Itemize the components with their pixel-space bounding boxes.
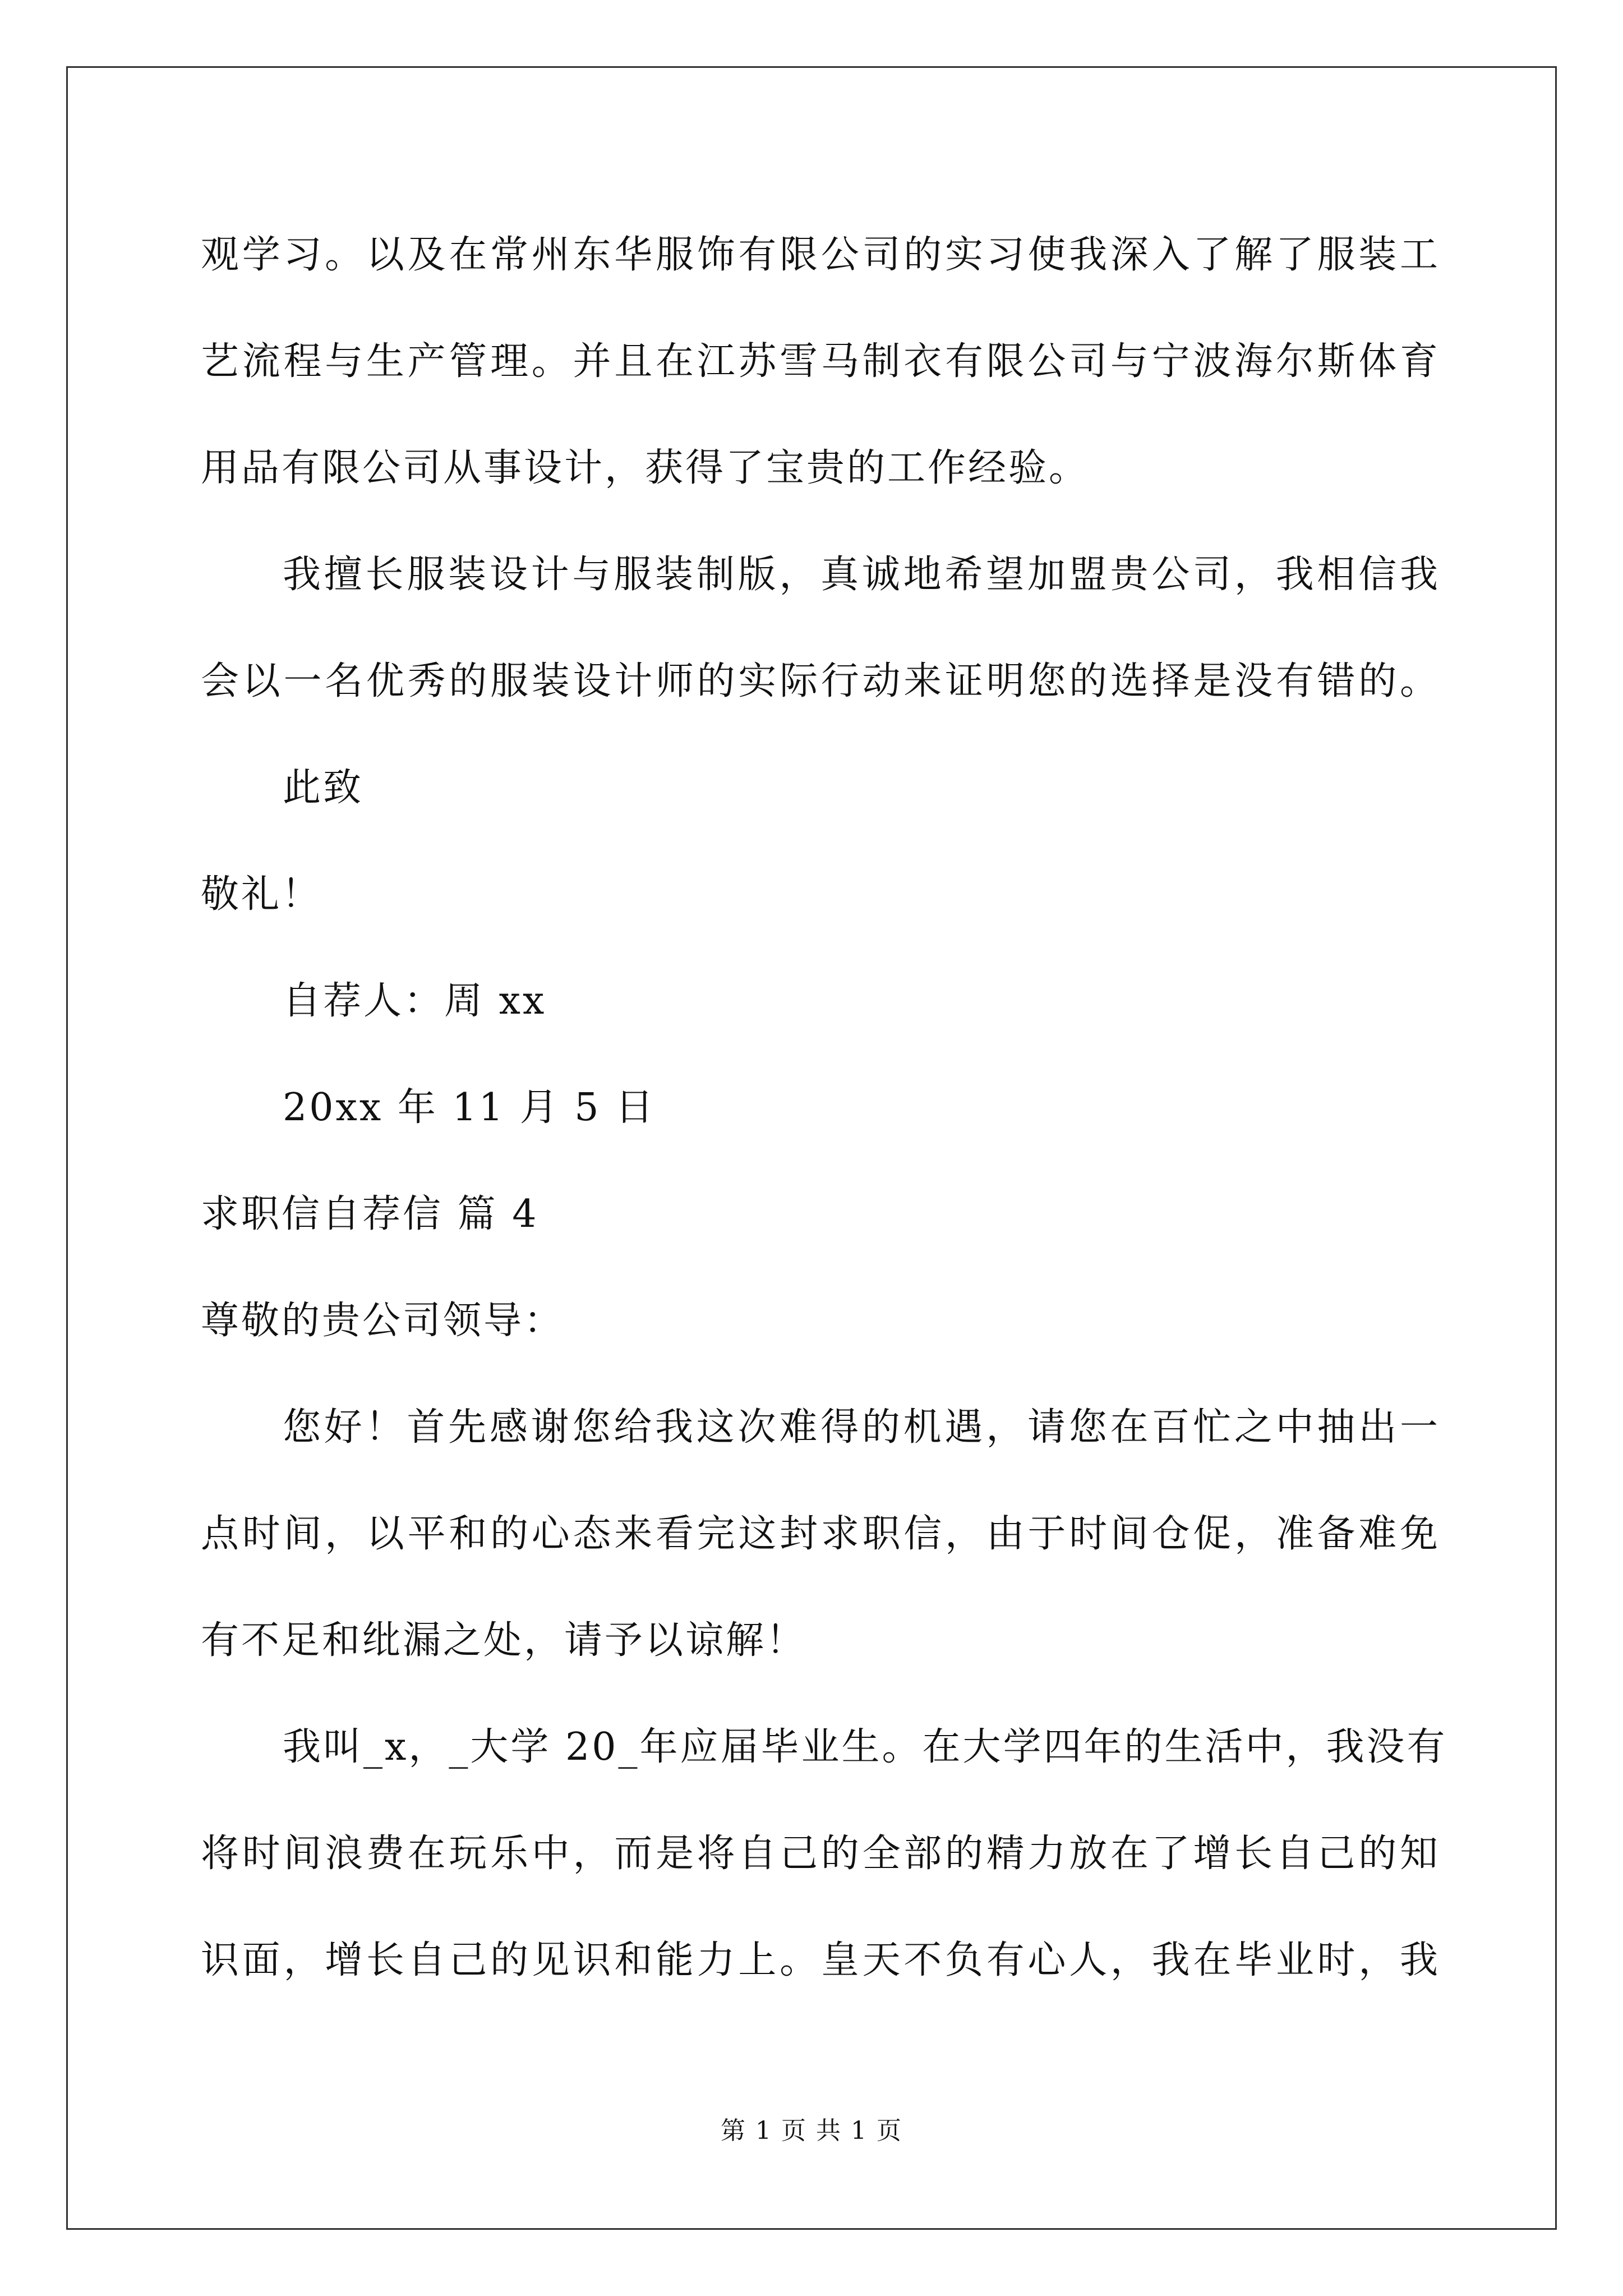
closing-salutation: 此致 [283, 766, 364, 810]
paragraph-line: 我叫_x，_大学 20_年应届毕业生。在大学四年的生活中，我没有 [283, 1725, 1447, 1769]
signature: 自荐人：周 xx [283, 979, 547, 1023]
section-heading: 求职信自荐信 篇 4 [201, 1192, 539, 1236]
paragraph-line: 用品有限公司从事设计，获得了宝贵的工作经验。 [201, 446, 1090, 490]
paragraph-line: 点时间，以平和的心态来看完这封求职信，由于时间仓促，准备难免 [201, 1512, 1440, 1556]
paragraph-line: 艺流程与生产管理。并且在江苏雪马制衣有限公司与宁波海尔斯体育 [201, 339, 1440, 384]
page-footer: 第 1 页 共 1 页 [721, 2116, 902, 2145]
paragraph-line: 识面，增长自己的见识和能力上。皇天不负有心人，我在毕业时，我 [201, 1938, 1440, 1982]
paragraph-line: 您好！首先感谢您给我这次难得的机遇，请您在百忙之中抽出一 [283, 1405, 1440, 1450]
document-body [201, 202, 1447, 2014]
paragraph-line: 我擅长服装设计与服装制版，真诚地希望加盟贵公司，我相信我 [283, 553, 1440, 597]
closing-regards: 敬礼！ [201, 872, 322, 917]
letter-date: 20xx 年 11 月 5 日 [283, 1085, 656, 1130]
paragraph-line: 将时间浪费在玩乐中，而是将自己的全部的精力放在了增长自己的知 [201, 1832, 1440, 1876]
paragraph-line: 有不足和纰漏之处，请予以谅解！ [201, 1618, 807, 1663]
paragraph-line: 观学习。以及在常州东华服饰有限公司的实习使我深入了解了服装工 [201, 233, 1440, 277]
greeting: 尊敬的贵公司领导： [201, 1299, 565, 1343]
paragraph-line: 会以一名优秀的服装设计师的实际行动来证明您的选择是没有错的。 [201, 659, 1440, 703]
